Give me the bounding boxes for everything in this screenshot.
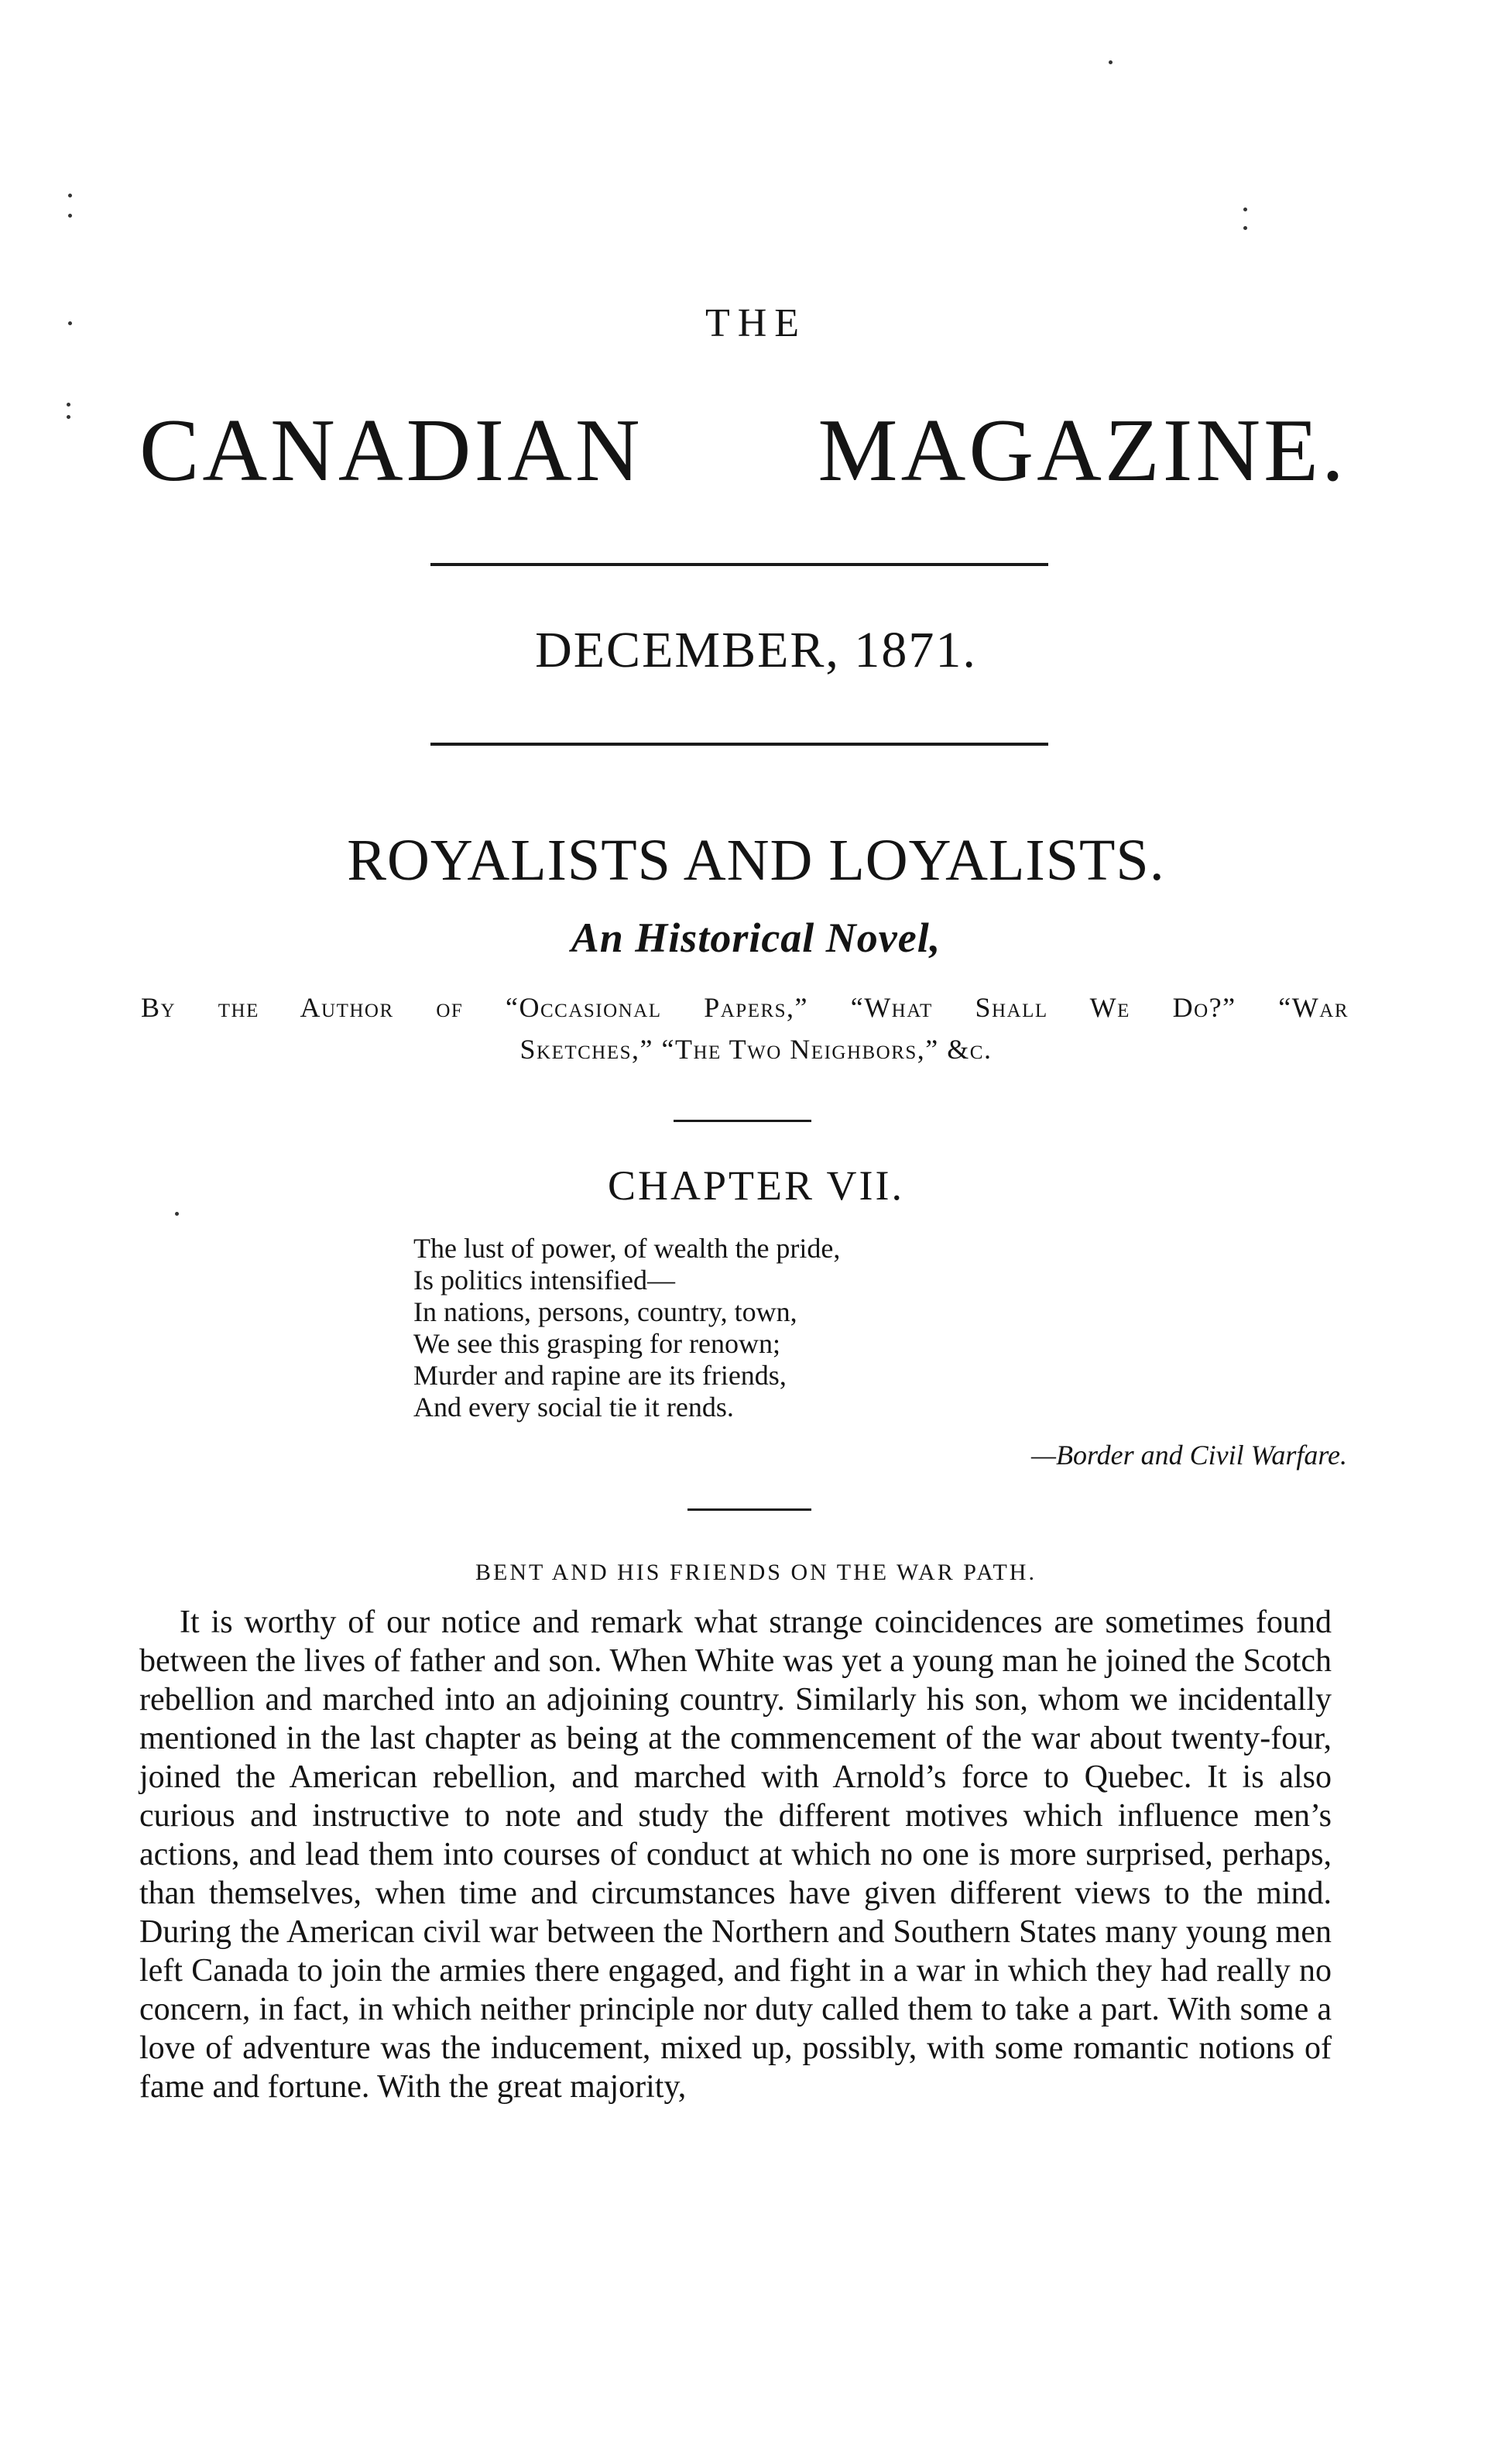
epigraph <box>413 1233 1327 1423</box>
issue-date: DECEMBER, 1871. <box>535 622 977 678</box>
body-paragraph: It is worthy of our notice and remark what strange coincidences are sometimes found between the lives of father and son. When White was yet a young man he joined the Scotch rebellion and marched into an adjoining country. Similarly his son, whom we incidentally mentioned in the last chapter as being at the commencement of the war about twenty-four, joined the American rebellion, and marched with Arnold’s force to Quebec. It is also curious and instructive to note and study the different motives which influence men’s actions, and lead them into courses of conduct at which no one is more surprised, perhaps, than themselves, when time and circumstances have given different views to the mind. During the American civil war between the Northern and Southern States many young men left Canada to join the armies there engaged, and fight in a war in which they had really no concern, in fact, in which neither principle nor duty called them to take a part. With some a love of adventure was the inducement, mixed up, possibly, with some romantic notions of fame and fortune. With the great majority, <box>139 1604 1332 2105</box>
section-heading: BENT AND HIS FRIENDS ON THE WAR PATH. <box>475 1560 1037 1585</box>
article-subtitle: An Historical Novel, <box>571 915 941 961</box>
epigraph-line: In nations, persons, country, town, <box>413 1296 797 1327</box>
epigraph-line: And every social tie it rends. <box>413 1392 734 1423</box>
byline-line-2: Sketches,” “The Two Neighbors,” &c. <box>519 1034 993 1065</box>
chapter-heading: CHAPTER VII. <box>607 1162 905 1209</box>
epigraph-line: Is politics intensified— <box>413 1265 675 1296</box>
epigraph-line: The lust of power, of wealth the pride, <box>413 1233 841 1264</box>
magazine-title: CANADIAN MAGAZINE. <box>139 401 1347 500</box>
masthead-rule-top <box>430 563 1048 566</box>
epigraph-line: We see this grasping for renown; <box>413 1328 780 1359</box>
section-rule <box>687 1508 811 1511</box>
epigraph-line: Murder and rapine are its friends, <box>413 1360 787 1391</box>
byline-line-1: By the Author of “Occasional Papers,” “What Shall We Do?” “War <box>141 992 1349 1023</box>
epigraph-attribution: —Border and Civil Warfare. <box>1030 1440 1347 1471</box>
chapter-rule <box>674 1120 811 1122</box>
magazine-the: THE <box>705 301 807 345</box>
article-title: ROYALISTS AND LOYALISTS. <box>347 828 1165 893</box>
masthead-rule-bottom <box>430 743 1048 746</box>
